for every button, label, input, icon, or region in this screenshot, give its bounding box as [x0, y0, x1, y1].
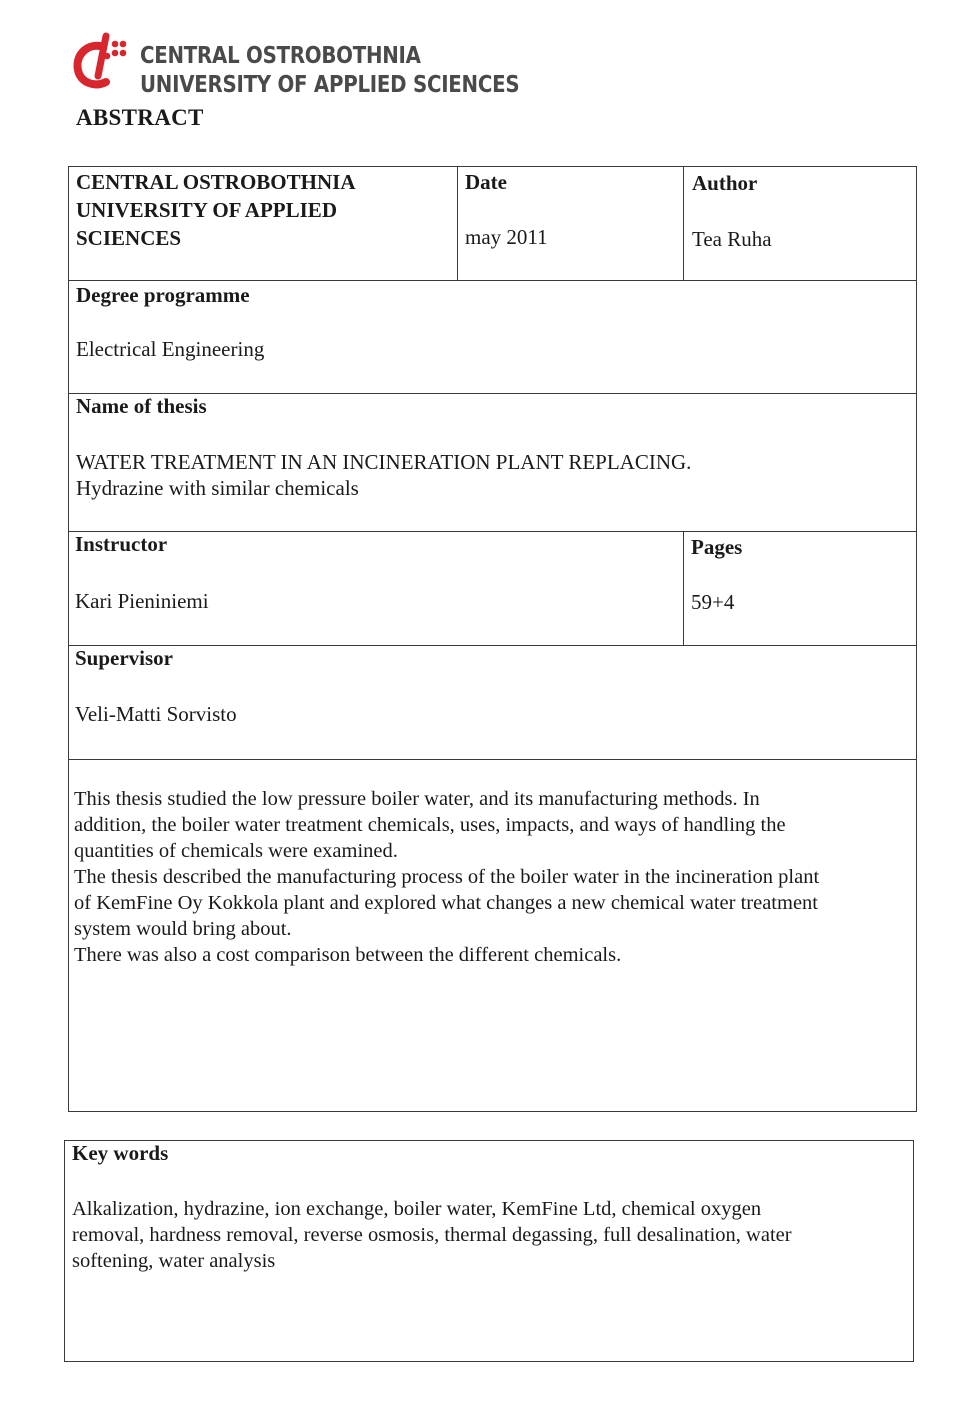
- date-label: Date: [465, 170, 507, 194]
- degree-programme-value: Electrical Engineering: [76, 337, 265, 361]
- degree-programme-label: Degree programme: [76, 283, 250, 307]
- instructor-label: Instructor: [75, 532, 168, 556]
- logo-wordmark: [140, 42, 519, 100]
- supervisor-label: Supervisor: [75, 646, 174, 670]
- column-divider: [457, 166, 458, 280]
- row-divider: [68, 645, 917, 646]
- logo-mark-icon: [70, 32, 132, 90]
- thesis-name-value: WATER TREATMENT IN AN INCINERATION PLANT REPLACING. Hydrazine with similar chemicals: [76, 450, 692, 500]
- column-divider: [683, 531, 684, 645]
- keywords-value: Alkalization, hydrazine, ion exchange, boiler water, KemFine Ltd, chemical oxygen removal, hardness removal, reverse osmosis, thermal degassing, full desalination, water softening, water analysis: [72, 1198, 792, 1272]
- institution-name: CENTRAL OSTROBOTHNIA UNIVERSITY OF APPLIED SCIENCES: [76, 170, 356, 250]
- author-label: Author: [692, 171, 758, 195]
- page-title: ABSTRACT: [76, 105, 204, 130]
- row-divider: [68, 759, 917, 760]
- logo-line-2: UNIVERSITY OF APPLIED SCIENCES: [140, 72, 520, 98]
- university-logo: [70, 32, 132, 90]
- pages-label: Pages: [691, 535, 743, 559]
- instructor-value: Kari Pieniniemi: [75, 589, 209, 613]
- abstract-text: This thesis studied the low pressure boiler water, and its manufacturing methods. In addition, the boiler water treatment chemicals, uses, impacts, and ways of handling the quantities of chemicals were examined. The thesis described the manufacturing process of the boiler water in the incineration plant of KemFine Oy Kokkola plant and explored what changes a new chemical water treatment system would bring about. There was also a cost comparison between the different chemicals.: [74, 788, 820, 966]
- column-divider: [683, 166, 684, 280]
- thesis-name-label: Name of thesis: [76, 394, 207, 418]
- row-divider: [68, 280, 917, 281]
- keywords-label: Key words: [72, 1141, 169, 1165]
- supervisor-value: Veli-Matti Sorvisto: [75, 702, 237, 726]
- logo-line-1: CENTRAL OSTROBOTHNIA: [140, 43, 421, 69]
- date-value: may 2011: [465, 225, 548, 249]
- author-value: Tea Ruha: [692, 227, 772, 251]
- pages-value: 59+4: [691, 590, 735, 614]
- row-divider: [68, 531, 917, 532]
